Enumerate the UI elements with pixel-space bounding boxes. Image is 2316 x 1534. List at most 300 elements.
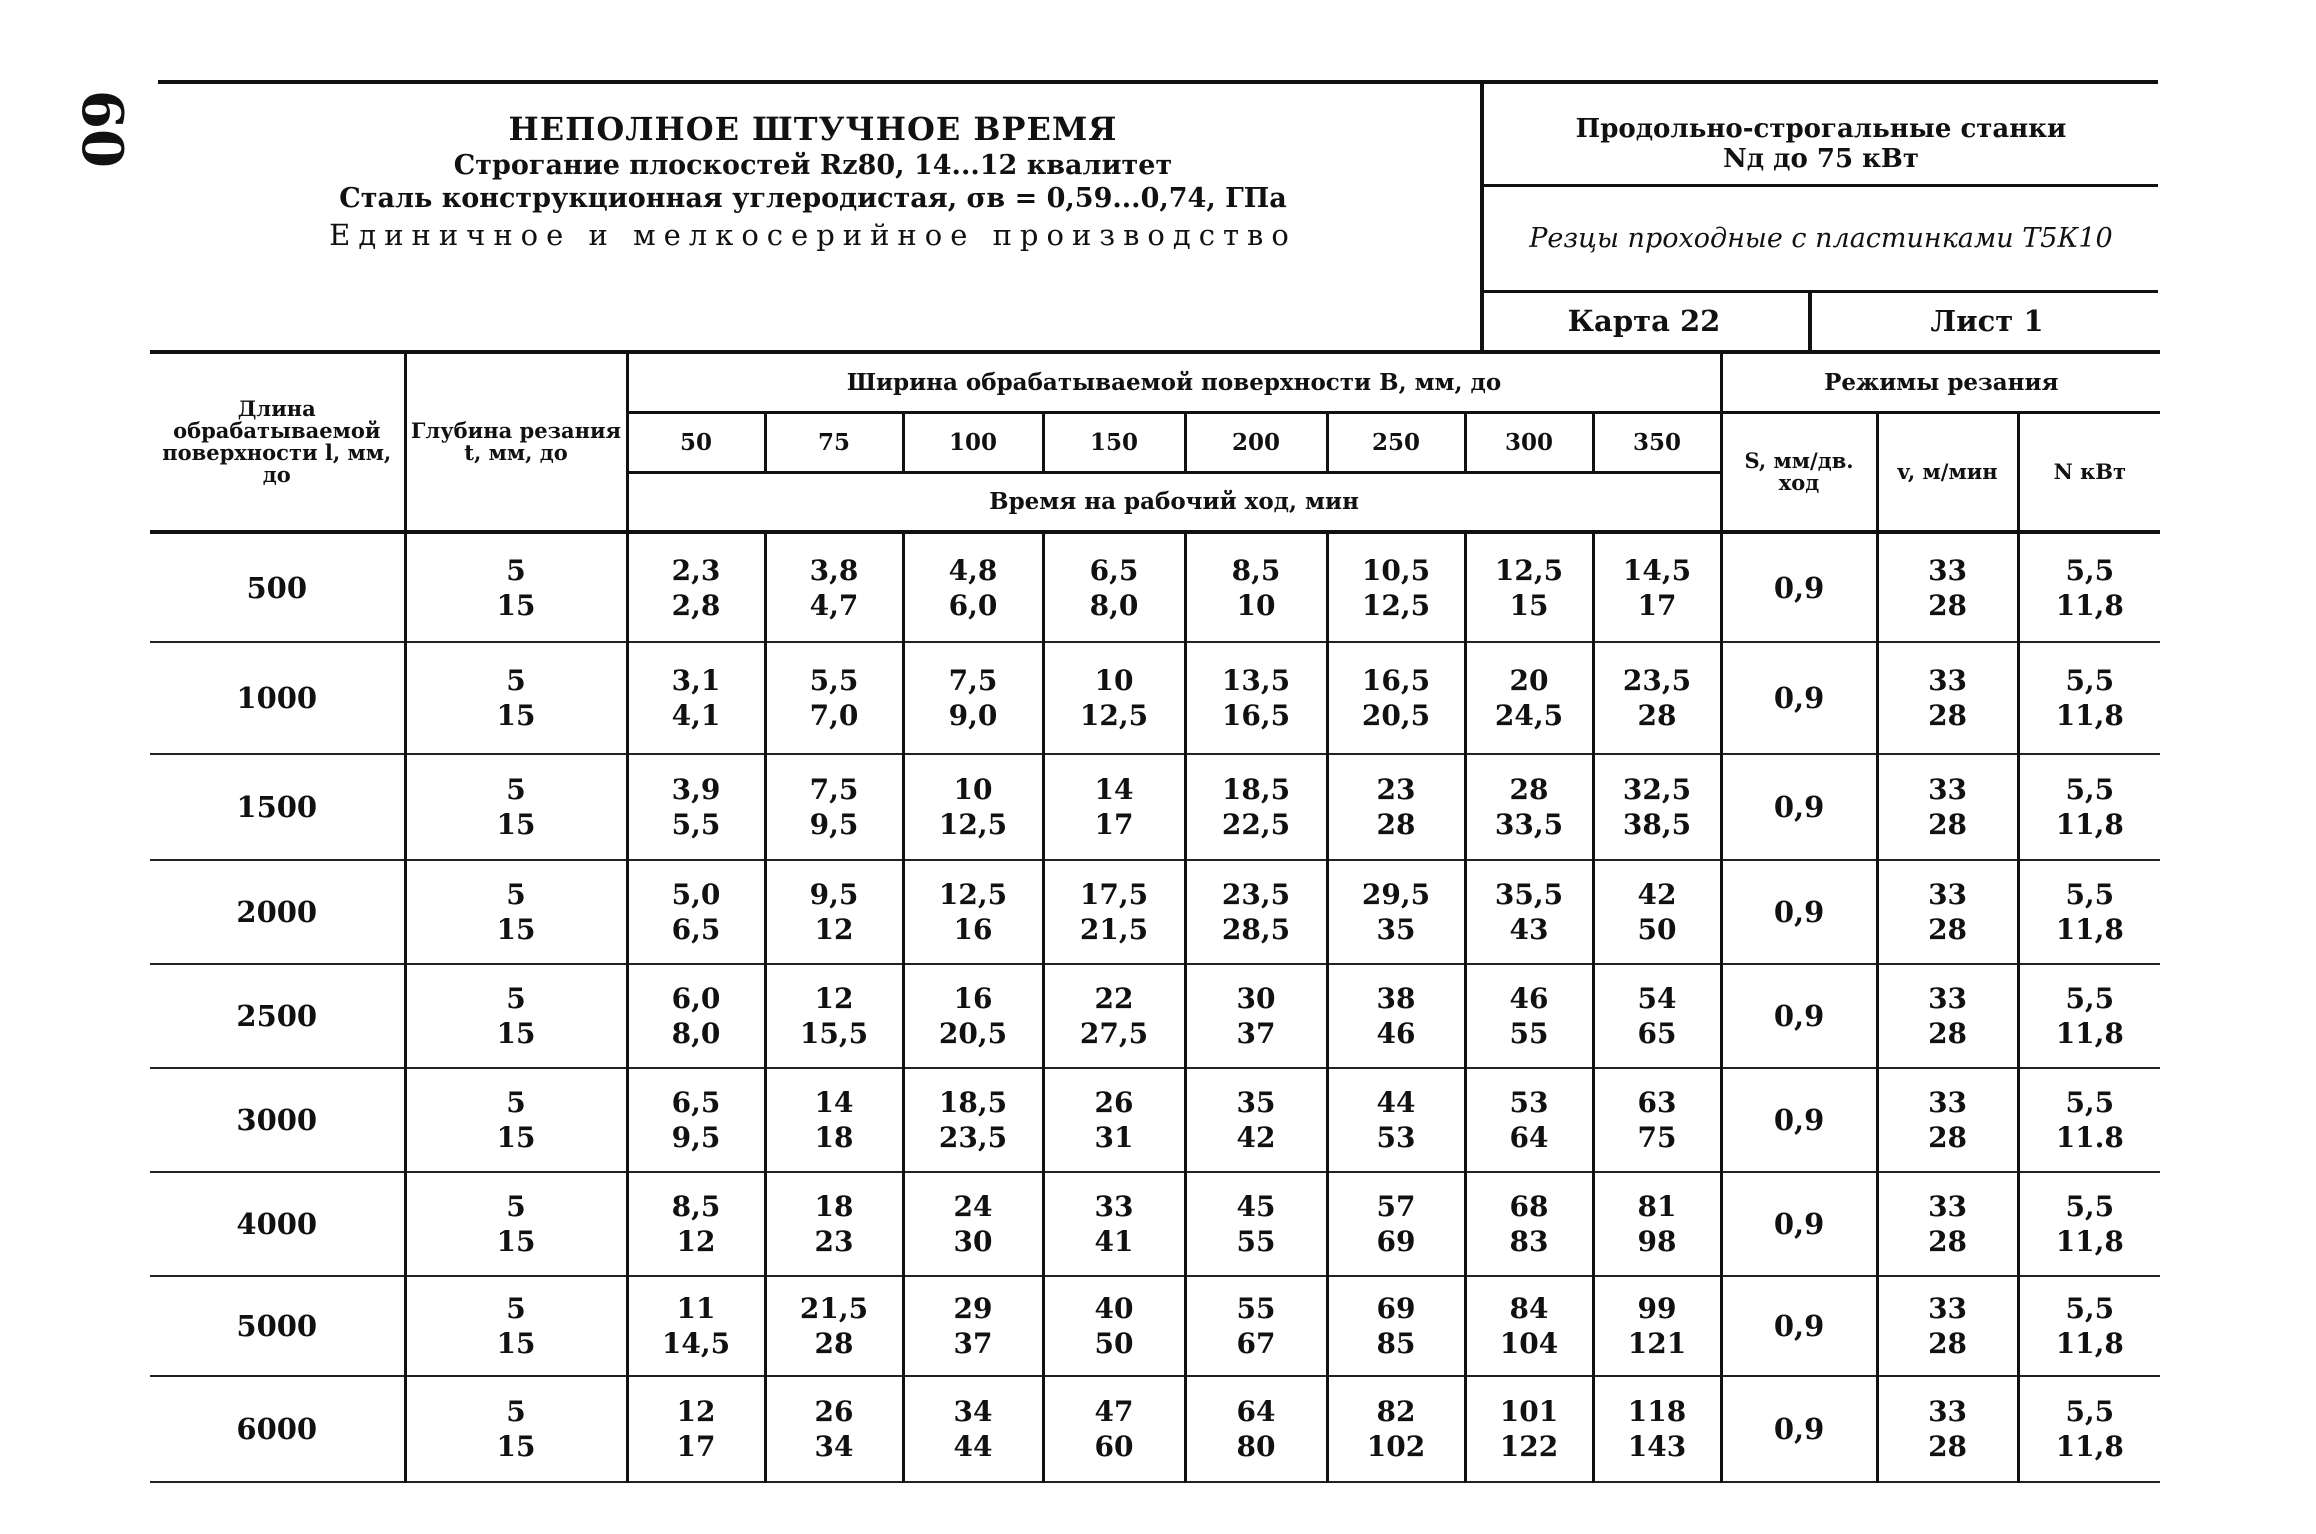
table-row: [150, 860, 2160, 964]
time-cell: [765, 1276, 903, 1376]
time-cell: [1185, 860, 1327, 964]
time-cell: [903, 1068, 1043, 1172]
time-cell-value: 98: [1637, 1225, 1677, 1258]
time-cell: [1327, 860, 1465, 964]
depth-cell: [405, 1376, 627, 1482]
length-cell: 4000: [150, 1172, 405, 1276]
time-cell-value: 20: [1509, 664, 1549, 697]
material-text: Сталь конструкционная углеродистая, σв = 0,59...0,74, ГПа: [339, 183, 1287, 214]
time-cell-value: 4,7: [809, 588, 859, 622]
depth-cell-value: 5: [506, 878, 526, 911]
length-cell: 1500: [150, 754, 405, 860]
speed-cell: [1877, 532, 2018, 642]
length-cell: 2500: [150, 964, 405, 1068]
time-cell-value: 14: [814, 1086, 854, 1119]
time-cell-value: 2,8: [671, 588, 721, 622]
power-cell: [2018, 1068, 2160, 1172]
time-cell-value: 64: [1236, 1395, 1276, 1428]
time-cell-value: 35: [1236, 1086, 1276, 1119]
time-cell-value: 11: [676, 1292, 716, 1325]
time-cell: [1185, 964, 1327, 1068]
time-cell: [1465, 754, 1593, 860]
time-cell-value: 46: [1376, 1017, 1416, 1050]
power-cell-value: 11,8: [2055, 699, 2124, 732]
tool-block: [1484, 187, 2158, 293]
time-cell: [1185, 1172, 1327, 1276]
time-cell-value: 32,5: [1622, 773, 1692, 806]
time-cell: [1465, 1068, 1593, 1172]
speed-cell-value: 33: [1928, 1292, 1968, 1325]
length-cell: 3000: [150, 1068, 405, 1172]
tool-text: Резцы проходные с пластинками Т5К10: [1529, 223, 2113, 254]
time-cell-value: 9,5: [809, 808, 859, 841]
time-cell-value: 69: [1376, 1225, 1416, 1258]
time-cell-value: 118: [1627, 1395, 1687, 1428]
depth-cell: [405, 532, 627, 642]
time-cell-value: 37: [953, 1327, 993, 1360]
time-cell-value: 23,5: [1221, 878, 1291, 911]
speed-cell: [1877, 1376, 2018, 1482]
time-cell: [627, 1068, 765, 1172]
time-cell-value: 3,9: [671, 773, 721, 806]
time-table: [150, 350, 2160, 1483]
speed-cell-value: 28: [1928, 808, 1968, 841]
time-cell-value: 12: [814, 982, 854, 1015]
time-cell: [1593, 1172, 1721, 1276]
card-sheet-block: [1484, 293, 2158, 350]
machine-line-1: Продольно-строгальные станки: [1575, 114, 2067, 144]
time-cell-value: 75: [1637, 1121, 1677, 1154]
depth-cell-value: 15: [496, 913, 536, 946]
feed-cell: 0,9: [1721, 1172, 1877, 1276]
time-cell-value: 14,5: [1622, 553, 1692, 587]
time-cell: [1185, 754, 1327, 860]
table-row: [150, 964, 2160, 1068]
width-header: 150: [1043, 412, 1185, 472]
time-cell-value: 15,5: [799, 1017, 869, 1050]
depth-cell-value: 15: [496, 808, 536, 841]
power-cell-value: 11,8: [2055, 1017, 2124, 1050]
time-cell-value: 122: [1499, 1430, 1559, 1463]
power-cell: [2018, 1376, 2160, 1482]
time-cell: [903, 1172, 1043, 1276]
page-number: 60: [69, 90, 135, 168]
time-cell: [1593, 754, 1721, 860]
time-cell-value: 26: [1094, 1086, 1134, 1119]
time-cell: [765, 964, 903, 1068]
time-cell-value: 53: [1376, 1121, 1416, 1154]
time-cell: [1465, 532, 1593, 642]
speed-cell-value: 33: [1928, 878, 1968, 911]
time-cell: [1043, 1172, 1185, 1276]
width-header: 100: [903, 412, 1043, 472]
time-cell: [903, 1376, 1043, 1482]
machine-line-2: Nд до 75 кВт: [1723, 144, 1919, 174]
modes-group-header: Режимы резания: [1721, 352, 2160, 412]
time-cell-value: 53: [1509, 1086, 1549, 1119]
power-cell-value: 5,5: [2065, 664, 2115, 697]
length-cell: 6000: [150, 1376, 405, 1482]
time-cell-value: 10: [1094, 664, 1134, 697]
time-cell-value: 38,5: [1622, 808, 1692, 841]
depth-cell-value: 15: [496, 1121, 536, 1154]
speed-cell: [1877, 642, 2018, 754]
speed-cell: [1877, 1172, 2018, 1276]
time-cell-value: 43: [1509, 913, 1549, 946]
time-cell-value: 5,5: [809, 664, 859, 697]
time-cell-value: 101: [1499, 1395, 1559, 1428]
time-cell: [1593, 964, 1721, 1068]
depth-cell-value: 5: [506, 1086, 526, 1119]
time-cell: [1465, 860, 1593, 964]
time-cell-value: 33: [1094, 1190, 1134, 1223]
document-header: [158, 80, 2158, 350]
speed-cell-value: 33: [1928, 1190, 1968, 1223]
time-cell: [1593, 532, 1721, 642]
time-cell: [1185, 1276, 1327, 1376]
length-column-header: Длина обрабатываемой поверхности l, мм, до: [150, 352, 405, 532]
time-cell-value: 6,5: [671, 1086, 721, 1119]
time-cell-value: 30: [953, 1225, 993, 1258]
width-header: 50: [627, 412, 765, 472]
time-cell-value: 41: [1094, 1225, 1134, 1258]
time-cell-value: 3,8: [809, 553, 859, 587]
time-cell-value: 45: [1236, 1190, 1276, 1223]
power-cell-value: 5,5: [2065, 553, 2115, 587]
depth-cell-value: 5: [506, 1292, 526, 1325]
speed-cell-value: 33: [1928, 982, 1968, 1015]
time-cell-value: 22: [1094, 982, 1134, 1015]
table-row: [150, 1172, 2160, 1276]
time-cell-value: 60: [1094, 1430, 1134, 1463]
depth-cell-value: 5: [506, 553, 526, 587]
feed-cell: 0,9: [1721, 1376, 1877, 1482]
time-cell-value: 57: [1376, 1190, 1416, 1223]
time-cell: [765, 754, 903, 860]
time-cell-value: 17: [1637, 588, 1677, 622]
time-cell: [1043, 642, 1185, 754]
time-cell: [1593, 1376, 1721, 1482]
depth-cell-value: 15: [496, 699, 536, 732]
time-cell: [1043, 754, 1185, 860]
power-cell: [2018, 532, 2160, 642]
time-cell-value: 18: [814, 1190, 854, 1223]
time-cell-value: 12,5: [1494, 553, 1564, 587]
time-cell-value: 24: [953, 1190, 993, 1223]
depth-cell-value: 5: [506, 982, 526, 1015]
time-cell: [1043, 860, 1185, 964]
time-cell-value: 23: [814, 1225, 854, 1258]
table-body: [150, 532, 2160, 1482]
time-cell: [1593, 1276, 1721, 1376]
length-cell: 500: [150, 532, 405, 642]
time-cell-value: 29,5: [1361, 878, 1431, 911]
time-cell-value: 104: [1499, 1327, 1559, 1360]
time-cell-value: 18: [814, 1121, 854, 1154]
speed-cell: [1877, 860, 2018, 964]
time-cell-value: 55: [1236, 1225, 1276, 1258]
time-cell-value: 83: [1509, 1225, 1549, 1258]
time-cell-value: 54: [1637, 982, 1677, 1015]
time-cell-value: 102: [1366, 1430, 1426, 1463]
time-cell-value: 84: [1509, 1292, 1549, 1325]
time-cell-value: 44: [953, 1430, 993, 1463]
width-group-header: Ширина обрабатываемой поверхности B, мм, до: [627, 352, 1721, 412]
time-cell-value: 28: [1637, 699, 1677, 732]
table-row: [150, 532, 2160, 642]
time-cell-value: 65: [1637, 1017, 1677, 1050]
speed-cell-value: 33: [1928, 1086, 1968, 1119]
time-cell: [627, 964, 765, 1068]
time-cell-value: 8,0: [671, 1017, 721, 1050]
time-cell-value: 63: [1637, 1086, 1677, 1119]
feed-cell: 0,9: [1721, 964, 1877, 1068]
time-cell: [1327, 754, 1465, 860]
time-cell-value: 44: [1376, 1086, 1416, 1119]
time-cell-value: 6,5: [671, 913, 721, 946]
page-title: НЕПОЛНОЕ ШТУЧНОЕ ВРЕМЯ: [508, 110, 1118, 148]
time-cell-value: 27,5: [1079, 1017, 1149, 1050]
operation-text: Строгание плоскостей Rz80, 14...12 квалитет: [453, 150, 1173, 181]
time-cell: [1465, 1376, 1593, 1482]
time-cell: [1593, 642, 1721, 754]
time-cell: [903, 1276, 1043, 1376]
time-cell-value: 81: [1637, 1190, 1677, 1223]
speed-cell: [1877, 754, 2018, 860]
speed-cell: [1877, 964, 2018, 1068]
width-header: 250: [1327, 412, 1465, 472]
depth-cell-value: 15: [496, 588, 536, 622]
time-cell: [765, 1376, 903, 1482]
speed-cell-value: 28: [1928, 588, 1968, 622]
time-cell-value: 28: [1376, 808, 1416, 841]
time-cell-value: 34: [953, 1395, 993, 1428]
power-cell-value: 11,8: [2055, 1327, 2124, 1360]
time-cell-value: 17: [676, 1430, 716, 1463]
time-cell: [1327, 642, 1465, 754]
time-cell: [1327, 1068, 1465, 1172]
depth-cell: [405, 1172, 627, 1276]
time-cell-value: 12,5: [938, 808, 1008, 841]
depth-cell: [405, 860, 627, 964]
time-cell-value: 16: [953, 913, 993, 946]
time-cell-value: 30: [1236, 982, 1276, 1015]
time-cell: [1465, 642, 1593, 754]
time-cell-value: 12,5: [938, 878, 1008, 911]
time-cell: [903, 532, 1043, 642]
production-text: Единичное и мелкосерийное производство: [329, 218, 1297, 252]
table-row: [150, 1376, 2160, 1482]
machine-block: [1484, 80, 2158, 187]
depth-cell-value: 5: [506, 1190, 526, 1223]
width-header: 350: [1593, 412, 1721, 472]
speed-cell-value: 28: [1928, 1225, 1968, 1258]
speed-cell-value: 33: [1928, 773, 1968, 806]
table-row: [150, 1276, 2160, 1376]
depth-cell-value: 15: [496, 1430, 536, 1463]
time-cell-value: 82: [1376, 1395, 1416, 1428]
power-cell-value: 11,8: [2055, 1225, 2124, 1258]
time-cell-value: 6,0: [671, 982, 721, 1015]
time-cell-value: 4,8: [948, 553, 998, 587]
power-cell-value: 5,5: [2065, 1190, 2115, 1223]
time-cell-value: 5,5: [671, 808, 721, 841]
time-cell-value: 85: [1376, 1327, 1416, 1360]
speed-cell: [1877, 1276, 2018, 1376]
time-cell: [1327, 964, 1465, 1068]
time-cell-value: 28,5: [1221, 913, 1291, 946]
time-cell-value: 21,5: [1079, 913, 1149, 946]
time-cell-value: 5,0: [671, 878, 721, 911]
time-cell-value: 35,5: [1494, 878, 1564, 911]
time-cell-value: 50: [1094, 1327, 1134, 1360]
width-header: 200: [1185, 412, 1327, 472]
length-cell: 1000: [150, 642, 405, 754]
feed-cell: 0,9: [1721, 642, 1877, 754]
time-cell: [1465, 1276, 1593, 1376]
feed-cell: 0,9: [1721, 1276, 1877, 1376]
time-cell: [627, 642, 765, 754]
time-cell-value: 46: [1509, 982, 1549, 1015]
power-cell: [2018, 642, 2160, 754]
depth-cell-value: 15: [496, 1017, 536, 1050]
speed-cell-value: 28: [1928, 1017, 1968, 1050]
time-cell-value: 99: [1637, 1292, 1677, 1325]
time-cell-value: 80: [1236, 1430, 1276, 1463]
time-cell-value: 121: [1627, 1327, 1687, 1360]
time-cell: [627, 1276, 765, 1376]
depth-column-header: Глубина резания t, мм, до: [405, 352, 627, 532]
time-cell-value: 55: [1236, 1292, 1276, 1325]
depth-cell-value: 15: [496, 1225, 536, 1258]
speed-cell-value: 28: [1928, 1327, 1968, 1360]
power-cell-value: 11,8: [2055, 808, 2124, 841]
table-row: [150, 754, 2160, 860]
time-cell-value: 9,0: [948, 699, 998, 732]
power-cell-value: 5,5: [2065, 773, 2115, 806]
time-cell-value: 4,1: [671, 699, 721, 732]
time-cell-value: 6,5: [1089, 553, 1139, 587]
time-cell-value: 12,5: [1079, 699, 1149, 732]
time-cell: [1185, 1376, 1327, 1482]
time-cell-value: 23: [1376, 773, 1416, 806]
depth-cell: [405, 1068, 627, 1172]
power-cell: [2018, 754, 2160, 860]
power-cell-value: 11.8: [2055, 1121, 2124, 1154]
time-cell: [1593, 1068, 1721, 1172]
time-cell-value: 20,5: [1361, 699, 1431, 732]
time-cell-value: 26: [814, 1395, 854, 1428]
time-cell-value: 31: [1094, 1121, 1134, 1154]
time-cell-value: 42: [1637, 878, 1677, 911]
time-cell-value: 42: [1236, 1121, 1276, 1154]
time-cell: [903, 642, 1043, 754]
power-cell-value: 5,5: [2065, 878, 2115, 911]
depth-cell-value: 5: [506, 664, 526, 697]
title-block: [158, 110, 1468, 252]
time-cell-value: 50: [1637, 913, 1677, 946]
speed-column-header: v, м/мин: [1877, 412, 2018, 532]
time-cell: [765, 1068, 903, 1172]
time-cell-value: 15: [1509, 588, 1549, 622]
power-cell: [2018, 860, 2160, 964]
feed-column-header: S, мм/дв. ход: [1721, 412, 1877, 532]
time-cell-value: 9,5: [809, 878, 859, 911]
time-cell-value: 9,5: [671, 1121, 721, 1154]
time-cell: [627, 754, 765, 860]
time-cell: [1327, 1376, 1465, 1482]
time-cell-value: 67: [1236, 1327, 1276, 1360]
time-cell-value: 12: [814, 913, 854, 946]
time-cell: [1593, 860, 1721, 964]
length-cell: 5000: [150, 1276, 405, 1376]
time-cell-value: 8,5: [671, 1190, 721, 1223]
time-cell-value: 34: [814, 1430, 854, 1463]
depth-cell-value: 5: [506, 1395, 526, 1428]
speed-cell-value: 28: [1928, 699, 1968, 732]
time-cell: [627, 860, 765, 964]
length-cell: 2000: [150, 860, 405, 964]
depth-cell-value: 15: [496, 1327, 536, 1360]
time-cell: [903, 860, 1043, 964]
time-cell-value: 8,5: [1231, 553, 1281, 587]
time-cell-value: 29: [953, 1292, 993, 1325]
speed-cell: [1877, 1068, 2018, 1172]
time-cell: [903, 754, 1043, 860]
time-cell: [765, 642, 903, 754]
time-cell-value: 10: [953, 773, 993, 806]
time-cell-value: 143: [1627, 1430, 1687, 1463]
time-cell-value: 23,5: [1622, 664, 1692, 697]
time-cell-value: 64: [1509, 1121, 1549, 1154]
speed-cell-value: 33: [1928, 553, 1968, 587]
time-cell: [1185, 532, 1327, 642]
time-cell: [1465, 964, 1593, 1068]
time-cell-value: 24,5: [1494, 699, 1564, 732]
speed-cell-value: 28: [1928, 1430, 1968, 1463]
time-cell: [765, 860, 903, 964]
time-cell: [627, 532, 765, 642]
time-cell-value: 14: [1094, 773, 1134, 806]
time-cell-value: 16: [953, 982, 993, 1015]
sheet-number: Лист 1: [1808, 293, 2162, 350]
width-header: 300: [1465, 412, 1593, 472]
power-cell: [2018, 964, 2160, 1068]
time-cell-value: 6,0: [948, 588, 998, 622]
power-cell: [2018, 1172, 2160, 1276]
time-cell: [627, 1376, 765, 1482]
time-cell-value: 3,1: [671, 664, 721, 697]
time-cell: [1043, 1276, 1185, 1376]
time-cell-value: 2,3: [671, 553, 721, 587]
feed-cell: 0,9: [1721, 532, 1877, 642]
width-header: 75: [765, 412, 903, 472]
time-cell-value: 8,0: [1089, 588, 1139, 622]
time-cell: [1043, 532, 1185, 642]
time-cell-value: 12,5: [1361, 588, 1431, 622]
power-cell-value: 5,5: [2065, 982, 2115, 1015]
time-cell-value: 18,5: [938, 1086, 1008, 1119]
power-cell-value: 5,5: [2065, 1292, 2115, 1325]
time-cell-value: 68: [1509, 1190, 1549, 1223]
time-cell-value: 69: [1376, 1292, 1416, 1325]
time-cell-value: 14,5: [661, 1327, 731, 1360]
time-cell: [1043, 1068, 1185, 1172]
time-cell: [627, 1172, 765, 1276]
depth-cell: [405, 642, 627, 754]
time-cell-value: 40: [1094, 1292, 1134, 1325]
time-cell: [765, 1172, 903, 1276]
